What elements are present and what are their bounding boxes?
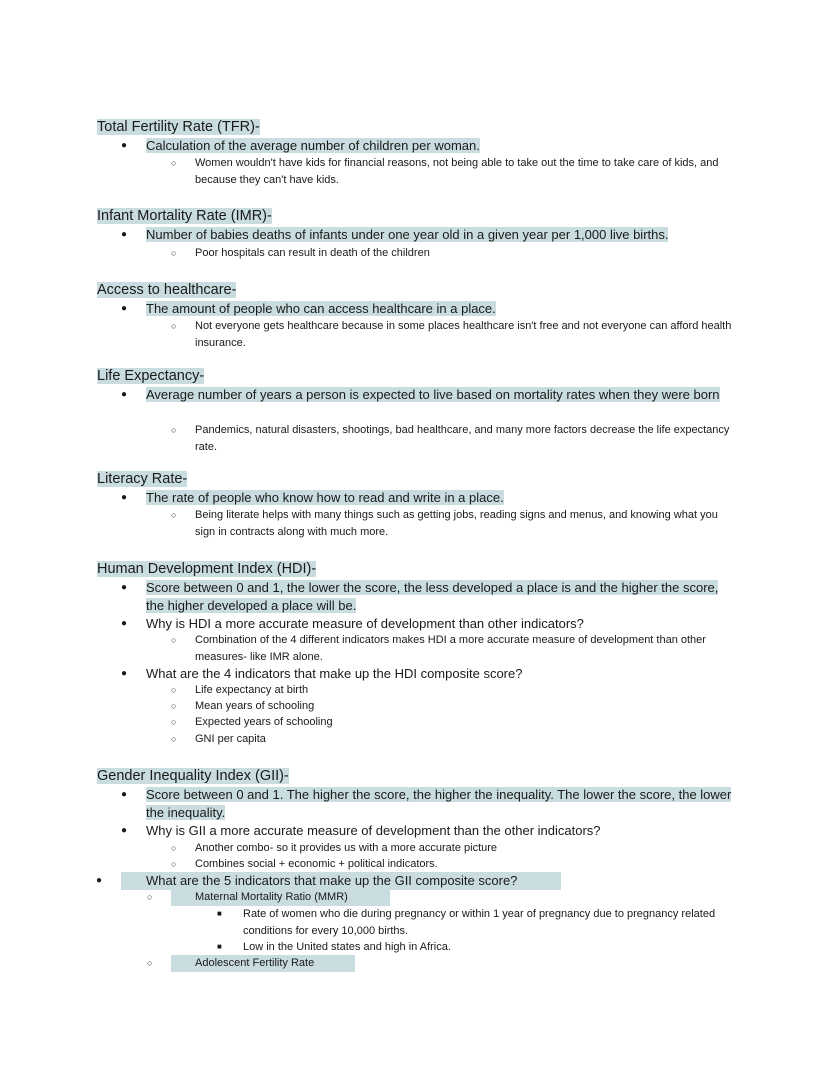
subbullet-hdi-indicator: ○ Life expectancy at birth [195, 682, 735, 699]
bullet-life-expectancy-definition: ● Average number of years a person is expected to live based on mortality rates when they were born [146, 386, 736, 404]
bullet-healthcare-definition: ● The amount of people who can access healthcare in a place. [146, 300, 736, 318]
subbullet-gii-why-combo: ○ Another combo- so it provides us with a more accurate picture [195, 840, 735, 857]
bullet-gii-what: ● What are the 5 indicators that make up the GII composite score? [121, 872, 561, 890]
section-heading-gii: Gender Inequality Index (GII)- [97, 768, 289, 784]
bullet-hdi-what: ● What are the 4 indicators that make up the HDI composite score? [146, 665, 736, 683]
section-heading-healthcare: Access to healthcare- [97, 282, 237, 298]
subbullet-hdi-indicator: ○ Mean years of schooling [195, 698, 735, 715]
bullet-gii-why: ● Why is GII a more accurate measure of development than the other indicators? [146, 822, 736, 840]
section-heading-hdi: Human Development Index (HDI)- [97, 561, 317, 577]
bullet-hdi-score: ● Score between 0 and 1, the lower the score, the less developed a place is and the higher the score, the higher developed a place will be. [146, 579, 736, 615]
subbullet-gii-why-combines: ○ Combines social + economic + political indicators. [195, 856, 735, 873]
subbullet-hdi-indicator: ○ GNI per capita [195, 731, 735, 748]
bullet-tfr-definition: ● Calculation of the average number of children per woman. [146, 137, 736, 155]
subbullet-hdi-why: ○ Combination of the 4 different indicators makes HDI a more accurate measure of development than other measures- like IMR alone. [195, 632, 735, 665]
bullet-gii-score: ● Score between 0 and 1. The higher the score, the higher the inequality. The lower the score, the lower the inequality. [146, 786, 736, 822]
section-heading-literacy: Literacy Rate- [97, 471, 188, 487]
bullet-hdi-why: ● Why is HDI a more accurate measure of development than other indicators? [146, 615, 736, 633]
subbullet-imr-hospitals: ○ Poor hospitals can result in death of the children [195, 245, 735, 262]
section-heading-life-expectancy: Life Expectancy- [97, 368, 205, 384]
subbullet-gii-afr: ○ Adolescent Fertility Rate [171, 955, 355, 972]
subbullet-life-expectancy-factors: ○ Pandemics, natural disasters, shootings, bad healthcare, and many more factors decrease the life expectancy rate. [195, 422, 735, 455]
subbullet-hdi-indicator: ○ Expected years of schooling [195, 714, 735, 731]
bullet-literacy-definition: ● The rate of people who know how to read and write in a place. [146, 489, 736, 507]
section-heading-imr: Infant Mortality Rate (IMR)- [97, 208, 272, 224]
section-heading-tfr: Total Fertility Rate (TFR)- [97, 119, 260, 135]
subsubbullet-mmr-definition: ■ Rate of women who die during pregnancy or within 1 year of pregnancy due to pregnancy related conditions for every 10,000 births. [243, 906, 733, 939]
subbullet-healthcare-access: ○ Not everyone gets healthcare because in some places healthcare isn't free and not everyone can afford health insurance. [195, 318, 735, 351]
subbullet-gii-mmr: ○ Maternal Mortality Ratio (MMR) [171, 889, 390, 906]
subbullet-literacy-benefits: ○ Being literate helps with many things such as getting jobs, reading signs and menus, and knowing what you sign in contracts along with much more. [195, 507, 735, 540]
subsubbullet-mmr-regions: ■ Low in the United states and high in Africa. [243, 939, 733, 956]
bullet-imr-definition: ● Number of babies deaths of infants under one year old in a given year per 1,000 live births. [146, 226, 736, 244]
subbullet-tfr-reasons: ○ Women wouldn't have kids for financial reasons, not being able to take out the time to take care of kids, and because they can't have kids. [195, 155, 735, 188]
